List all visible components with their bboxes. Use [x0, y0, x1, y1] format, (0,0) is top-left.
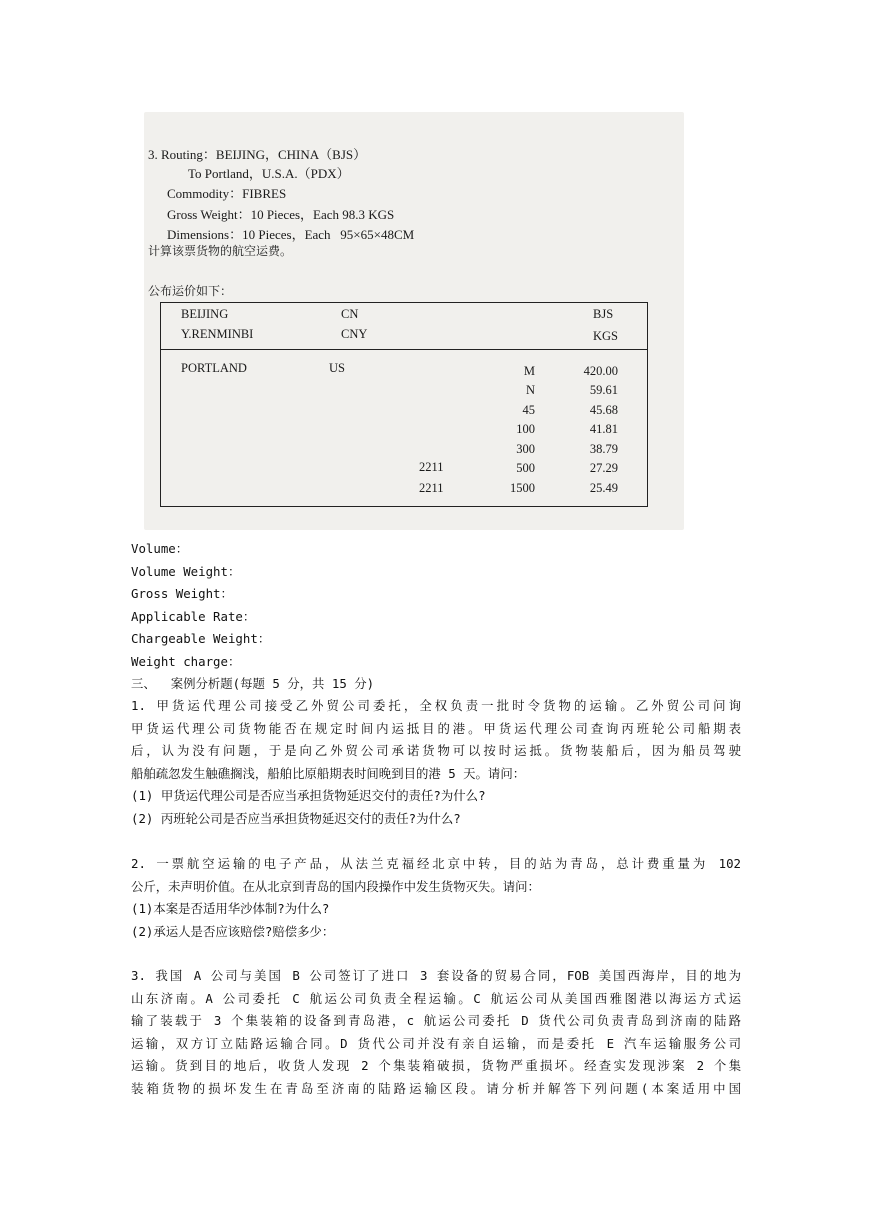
case-2-question-2: (2)承运人是否应该赔偿?赔偿多少：	[131, 923, 335, 939]
case-3-line: 山东济南。A 公司委托 C 航运公司负责全程运输。C 航运公司从美国西雅图港以海运方式运	[131, 990, 741, 1006]
case-3-line: 装箱货物的损坏发生在青岛至济南的陆路运输区段。请分析并解答下列问题(本案适用中国	[131, 1080, 741, 1096]
section-title: 三、 案例分析题(每题 5 分，共 15 分)	[131, 676, 375, 691]
routing-destination: To Portland，U.S.A.（PDX）	[188, 166, 350, 181]
header-divider	[161, 349, 647, 350]
rate-value: 38.79	[589, 442, 618, 456]
case-3-line: 输了装载于 3 个集装箱的设备到青岛港，c 航运公司委托 D 货代公司负责青岛到济南的陆路	[131, 1013, 741, 1028]
origin-country: CN	[341, 307, 359, 321]
chargeable-weight-label: Chargeable Weight：	[131, 631, 271, 646]
origin-currency: Y.RENMINBI	[181, 327, 254, 341]
weight-break: 300	[516, 442, 535, 456]
weight-break: 100	[516, 422, 535, 436]
currency-code: CNY	[341, 327, 368, 341]
commodity-code: 2211	[419, 481, 444, 495]
case-3-line: 3. 我国 A 公司与美国 B 公司签订了进口 3 套设备的贸易合同，FOB 美国西海岸，目的地为	[131, 968, 741, 983]
case-1-line: 甲货运代理公司货物能否在规定时间内运抵目的港。甲货运代理公司查询丙班轮公司船期表	[131, 720, 741, 736]
gross-weight-line: Gross Weight：10 Pieces，Each 98.3 KGS	[167, 207, 395, 222]
origin-city: BEIJING	[181, 307, 229, 321]
commodity-code: 2211	[419, 460, 444, 474]
scanned-exercise	[144, 112, 684, 530]
rate-value: 59.61	[589, 383, 618, 397]
destination-city: PORTLAND	[181, 361, 247, 375]
rate-value: 45.68	[589, 403, 618, 417]
case-2-line: 公斤，未声明价值。在从北京到青岛的国内段操作中发生货物灭失。请问：	[131, 878, 540, 894]
weight-break: 500	[516, 461, 535, 475]
case-2-line: 2. 一票航空运输的电子产品，从法兰克福经北京中转，目的站为青岛，总计费重量为 102	[131, 856, 741, 871]
case-3-line: 运输。货到目的地后，收货人发现 2 个集装箱破损，货物严重损坏。经查实发现涉案 2 个集	[131, 1058, 741, 1073]
weight-break: 1500	[510, 481, 535, 495]
volume-weight-label: Volume Weight：	[131, 563, 241, 579]
destination-country: US	[329, 361, 345, 375]
rate-value: 27.29	[589, 461, 618, 475]
case-1-line: 1. 甲货运代理公司接受乙外贸公司委托，全权负责一批时令货物的运输。乙外贸公司问询	[131, 698, 741, 713]
applicable-rate-label: Applicable Rate：	[131, 608, 256, 624]
volume-label: Volume：	[131, 541, 189, 556]
origin-airport: BJS	[593, 307, 614, 321]
rate-table	[160, 302, 648, 507]
rate-value: 25.49	[589, 481, 618, 495]
question-line: 计算该票货物的航空运费。	[148, 244, 293, 258]
dimensions-line: Dimensions：10 Pieces，Each 95×65×48CM	[167, 227, 415, 242]
weight-break: 45	[522, 403, 535, 417]
weight-break: N	[525, 383, 535, 397]
case-2-question-1: (1)本案是否适用华沙体制?为什么?	[131, 901, 330, 916]
case-3-line: 运输，双方订立陆路运输合同。D 货代公司并没有亲自运输，而是委托 E 汽车运输服务公司	[131, 1035, 741, 1051]
weight-unit: KGS	[593, 329, 619, 343]
rate-value: 420.00	[583, 364, 618, 378]
case-1-line: 后，认为没有问题，于是向乙外贸公司承诺货物可以按时运抵。货物装船后，因为船员驾驶	[131, 743, 741, 758]
case-1-question-1: (1) 甲货运代理公司是否应当承担货物延迟交付的责任?为什么?	[131, 788, 486, 803]
commodity-line: Commodity：FIBRES	[167, 186, 287, 201]
gross-weight-label: Gross Weight：	[131, 586, 233, 601]
weight-break: M	[523, 364, 535, 378]
routing-line: 3. Routing：BEIJING，CHINA（BJS）	[148, 147, 367, 162]
weight-charge-label: Weight charge：	[131, 653, 241, 669]
rate-value: 41.81	[589, 422, 618, 436]
case-1-line: 船舶疏忽发生触礁搁浅，船舶比原船期表时间晚到目的港 5 天。请问：	[131, 765, 526, 781]
case-1-question-2: (2) 丙班轮公司是否应当承担货物延迟交付的责任?为什么?	[131, 810, 461, 826]
published-rates-label: 公布运价如下：	[148, 284, 233, 298]
